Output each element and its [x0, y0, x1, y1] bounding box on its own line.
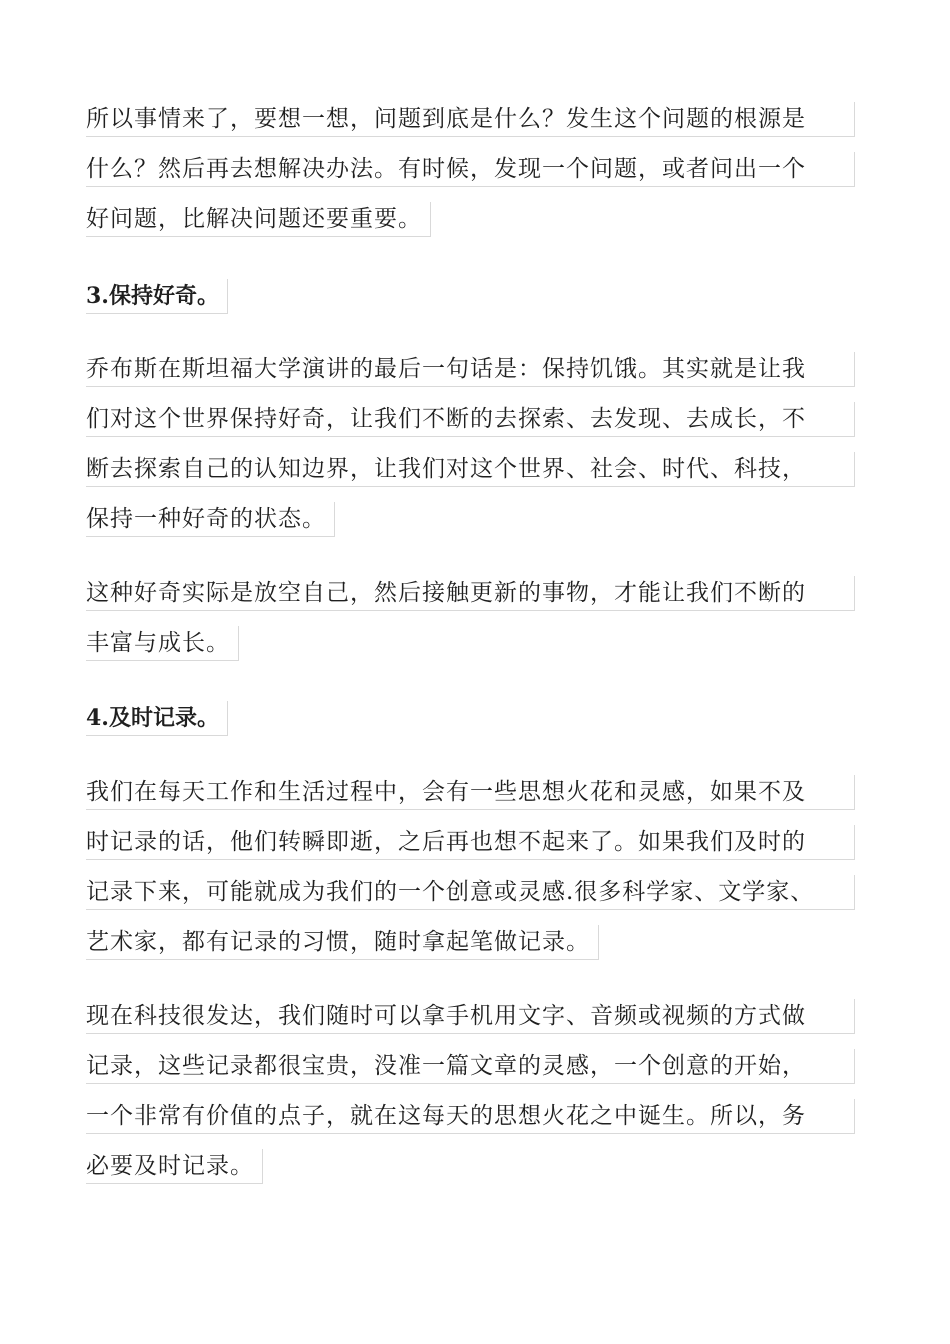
paragraph-line: 们对这个世界保持好奇，让我们不断的去探索、去发现、去成长，不 [86, 402, 855, 437]
paragraph-line: 好问题，比解决问题还要重要。 [86, 202, 431, 237]
paragraph-line: 什么？然后再去想解决办法。有时候，发现一个问题，或者问出一个 [86, 152, 855, 187]
section-heading: 3.保持好奇。 [86, 279, 228, 314]
paragraph-line: 断去探索自己的认知边界，让我们对这个世界、社会、时代、科技， [86, 452, 855, 487]
paragraph-line: 这种好奇实际是放空自己，然后接触更新的事物，才能让我们不断的 [86, 576, 855, 611]
paragraph-line: 记录，这些记录都很宝贵，没准一篇文章的灵感，一个创意的开始， [86, 1049, 855, 1084]
section-heading: 4.及时记录。 [86, 701, 228, 736]
paragraph-line: 必要及时记录。 [86, 1149, 263, 1184]
paragraph-line: 艺术家，都有记录的习惯，随时拿起笔做记录。 [86, 925, 599, 960]
paragraph-line: 所以事情来了，要想一想，问题到底是什么？发生这个问题的根源是 [86, 102, 855, 137]
paragraph-line: 一个非常有价值的点子，就在这每天的思想火花之中诞生。所以，务 [86, 1099, 855, 1134]
paragraph-line: 我们在每天工作和生活过程中，会有一些思想火花和灵感，如果不及 [86, 775, 855, 810]
paragraph-line: 时记录的话，他们转瞬即逝，之后再也想不起来了。如果我们及时的 [86, 825, 855, 860]
paragraph-line: 记录下来，可能就成为我们的一个创意或灵感.很多科学家、文学家、 [86, 875, 855, 910]
paragraph-line: 现在科技很发达，我们随时可以拿手机用文字、音频或视频的方式做 [86, 999, 855, 1034]
paragraph-line: 乔布斯在斯坦福大学演讲的最后一句话是：保持饥饿。其实就是让我 [86, 352, 855, 387]
paragraph-line: 保持一种好奇的状态。 [86, 502, 335, 537]
paragraph-line: 丰富与成长。 [86, 626, 239, 661]
